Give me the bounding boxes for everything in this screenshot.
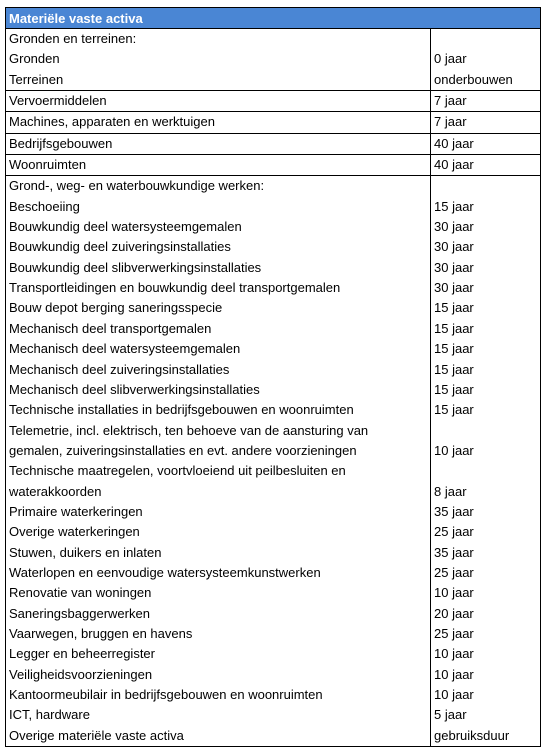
table-group: [6, 29, 540, 91]
row-label: Primaire waterkeringen: [9, 503, 143, 519]
row-label: Kantoormeubilair in bedrijfsgebouwen en woonruimten: [9, 687, 323, 702]
row-value: 7 jaar: [434, 114, 467, 130]
row-label: Bouw depot berging saneringsspecie: [9, 300, 223, 316]
row-value: [434, 421, 540, 441]
row-value: 10 jaar: [434, 646, 474, 662]
row-label: Overige waterkeringen: [9, 524, 140, 540]
row-value: 15 jaar: [434, 198, 474, 214]
row-label: gemalen, zuiveringsinstallaties en evt. andere voorzieningen: [9, 442, 357, 458]
row-value: 15 jaar: [434, 341, 474, 357]
row-value: 15 jaar: [434, 381, 474, 397]
row-label: Vaarwegen, bruggen en havens: [9, 625, 193, 641]
table-header: [6, 8, 540, 29]
row-value: onderbouwen: [434, 71, 513, 87]
row-value: 15 jaar: [434, 402, 474, 418]
row-label: Grond-, weg- en waterbouwkundige werken:: [9, 178, 265, 194]
row-value: 25 jaar: [434, 625, 474, 641]
row-value: 20 jaar: [434, 605, 474, 621]
value-column: [431, 112, 540, 132]
row-label: Bouwkundig deel zuiveringsinstallaties: [9, 239, 231, 255]
row-value: 15 jaar: [434, 300, 474, 316]
row-label: Stuwen, duikers en inlaten: [9, 544, 162, 560]
row-value: 30 jaar: [434, 259, 474, 275]
row-value: 15 jaar: [434, 320, 474, 336]
label-column: [6, 176, 431, 746]
row-value: gebruiksduur: [434, 727, 510, 743]
row-label: Mechanisch deel slibverwerkingsinstallaties: [9, 381, 260, 397]
row-label: Legger en beheerregister: [9, 646, 155, 662]
label-column: [6, 155, 431, 175]
value-column: [431, 176, 540, 746]
row-value: 8 jaar: [434, 483, 467, 499]
table-body: [6, 29, 540, 746]
label-column: [6, 29, 431, 90]
value-column: [431, 91, 540, 111]
value-column: [431, 29, 540, 90]
row-value: 5 jaar: [434, 707, 467, 723]
row-value: 10 jaar: [434, 442, 474, 458]
row-label: Mechanisch deel transportgemalen: [9, 320, 212, 336]
row-value: 40 jaar: [434, 135, 474, 151]
depreciation-table: [5, 7, 541, 747]
row-value: 0 jaar: [434, 51, 467, 67]
row-value: 35 jaar: [434, 503, 474, 519]
header-title: Materiële vaste activa: [9, 11, 143, 26]
row-label: Veiligheidsvoorzieningen: [9, 666, 153, 682]
row-value: 15 jaar: [434, 361, 474, 377]
table-group: [6, 91, 540, 112]
label-column: [6, 112, 431, 132]
row-value: 25 jaar: [434, 524, 474, 540]
row-value: 25 jaar: [434, 564, 474, 580]
row-label: waterakkoorden: [9, 483, 102, 499]
row-label: Beschoeiing: [9, 198, 80, 214]
row-value: [434, 29, 540, 49]
row-value: 10 jaar: [434, 666, 474, 682]
row-label: Bouwkundig deel slibverwerkingsinstallaties: [9, 259, 262, 275]
row-label: Saneringsbaggerwerken: [9, 605, 150, 621]
value-column: [431, 155, 540, 175]
row-label: Mechanisch deel zuiveringsinstallaties: [9, 361, 230, 377]
table-group: [6, 176, 540, 746]
row-value: 10 jaar: [434, 585, 474, 601]
row-value: 30 jaar: [434, 280, 474, 296]
row-label: Machines, apparaten en werktuigen: [9, 114, 215, 130]
table-group: [6, 155, 540, 176]
row-value: 30 jaar: [434, 219, 474, 235]
table-group: [6, 134, 540, 155]
row-label: Vervoermiddelen: [9, 93, 107, 109]
row-label: Telemetrie, incl. elektrisch, ten behoeve van de aansturing van: [9, 422, 369, 438]
row-label: Renovatie van woningen: [9, 585, 152, 601]
row-value: [434, 461, 540, 481]
row-label: Gronden: [9, 51, 60, 67]
row-label: Overige materiële vaste activa: [9, 727, 184, 743]
table-group: [6, 112, 540, 133]
row-label: Transportleidingen en bouwkundig deel transportgemalen: [9, 280, 341, 296]
row-label: Woonruimten: [9, 157, 87, 173]
row-value: 7 jaar: [434, 93, 467, 109]
value-column: [431, 134, 540, 154]
row-value: 40 jaar: [434, 157, 474, 173]
row-label: Terreinen: [9, 71, 64, 87]
row-label: Mechanisch deel watersysteemgemalen: [9, 341, 241, 357]
label-column: [6, 134, 431, 154]
row-value: 30 jaar: [434, 239, 474, 255]
row-label: Bedrijfsgebouwen: [9, 135, 113, 151]
row-label: Gronden en terreinen:: [9, 31, 137, 46]
row-value: 10 jaar: [434, 687, 474, 702]
row-label: Technische maatregelen, voortvloeiend uit peilbesluiten en: [9, 463, 346, 479]
label-column: [6, 91, 431, 111]
row-label: Bouwkundig deel watersysteemgemalen: [9, 219, 242, 235]
row-value: [434, 176, 540, 196]
row-label: ICT, hardware: [9, 707, 90, 723]
row-value: 35 jaar: [434, 544, 474, 560]
row-label: Technische installaties in bedrijfsgebouwen en woonruimten: [9, 402, 354, 418]
row-label: Waterlopen en eenvoudige watersysteemkunstwerken: [9, 564, 321, 580]
